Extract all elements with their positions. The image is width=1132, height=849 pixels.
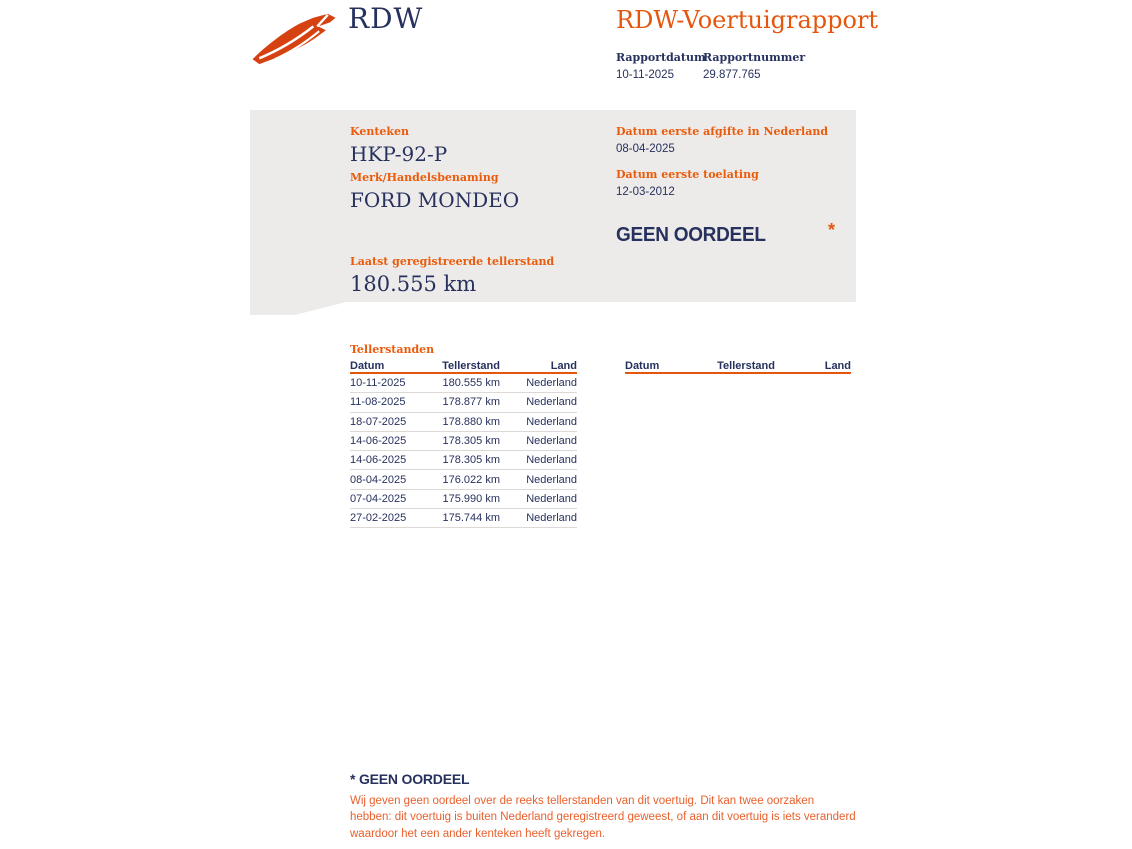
toelating-value: 12-03-2012 (616, 186, 675, 198)
table-cell: 175.744 km (442, 512, 500, 525)
column-header-tellerstand: Tellerstand (717, 360, 775, 372)
column-header-datum: Datum (625, 360, 660, 372)
table-row (350, 490, 577, 509)
report-number-label: Rapportnummer (703, 51, 806, 64)
card-tail (250, 301, 350, 315)
tellerstand-field (350, 255, 554, 296)
table-cell: 14-06-2025 (350, 454, 407, 467)
table-row (350, 432, 577, 451)
tellerstanden-heading: Tellerstanden (350, 343, 435, 356)
footnote-text: Wij geven geen oordeel over de reeks tellerstanden van dit voertuig. Dit kan twee oorzaken hebben: dit voertuig is buiten Nederland geregistreerd geweest, of aan dit voertuig is iets veranderd waardoor het een ander kenteken heeft gekregen. (350, 795, 856, 840)
column-header-land: Land (550, 360, 577, 372)
table-body (350, 374, 577, 528)
report-meta (616, 51, 806, 81)
table-cell: 27-02-2025 (350, 512, 407, 525)
report-date-label: Rapportdatum (616, 51, 706, 64)
column-header-tellerstand: Tellerstand (442, 360, 500, 372)
kenteken-label: Kenteken (350, 125, 410, 138)
kenteken-field (350, 125, 447, 166)
table-cell: Nederland (526, 377, 577, 390)
table-cell: 10-11-2025 (350, 377, 406, 390)
tellerstand-label: Laatst geregistreerde tellerstand (350, 255, 555, 268)
verdict-text: GEEN OORDEEL (616, 224, 766, 246)
table-row (350, 413, 577, 432)
verdict-asterisk: * (828, 220, 836, 240)
table-cell: Nederland (526, 454, 577, 467)
table-cell: 08-04-2025 (350, 473, 407, 486)
footnote-title-row (350, 771, 858, 787)
table-cell: Nederland (526, 492, 577, 505)
afgifte-field (616, 125, 828, 155)
table-header-row (350, 359, 577, 374)
table-cell: 178.305 km (442, 435, 500, 448)
afgifte-value: 08-04-2025 (616, 143, 675, 155)
table-cell: 176.022 km (442, 473, 500, 486)
odometer-table (350, 359, 577, 528)
table-row (350, 374, 577, 393)
merk-field (350, 171, 519, 212)
table-cell: Nederland (526, 512, 577, 525)
table-cell: 178.880 km (442, 415, 500, 428)
report-date (616, 51, 706, 81)
column-header-land: Land (824, 360, 851, 372)
table-row (350, 509, 577, 528)
table-cell: 175.990 km (442, 492, 500, 505)
merk-value: FORD MONDEO (350, 188, 520, 212)
table-cell: Nederland (526, 415, 577, 428)
table-header-row (625, 359, 851, 374)
table-cell: 178.877 km (442, 396, 500, 409)
table-row (350, 393, 577, 412)
table-cell: 14-06-2025 (350, 435, 407, 448)
merk-label: Merk/Handelsbenaming (350, 171, 499, 184)
odometer-table-secondary (625, 359, 851, 374)
vehicle-summary-card (250, 110, 856, 302)
table-row (350, 470, 577, 489)
table-cell: Nederland (526, 396, 577, 409)
footnote-title: GEEN OORDEEL (358, 771, 470, 787)
footnote-asterisk: * (350, 771, 356, 787)
table-cell: 180.555 km (442, 377, 500, 390)
column-header-datum: Datum (350, 360, 385, 372)
kenteken-value: HKP-92-P (350, 142, 448, 166)
table-cell: 18-07-2025 (350, 415, 407, 428)
report-number (703, 51, 806, 81)
table-cell: 11-08-2025 (350, 396, 406, 409)
afgifte-label: Datum eerste afgifte in Nederland (616, 125, 829, 138)
report-number-value: 29.877.765 (703, 69, 761, 81)
table-cell: 07-04-2025 (350, 492, 407, 505)
table-cell: Nederland (526, 473, 577, 486)
toelating-label: Datum eerste toelating (616, 168, 759, 181)
rdw-wordmark: RDW (348, 2, 424, 35)
page-title: RDW-Voertuigrapport (616, 6, 879, 34)
rdw-logo-icon (251, 10, 339, 66)
footnote (350, 771, 858, 842)
table-row (350, 451, 577, 470)
report-date-value: 10-11-2025 (616, 69, 674, 81)
table-cell: 178.305 km (442, 454, 500, 467)
toelating-field (616, 168, 759, 198)
table-cell: Nederland (526, 435, 577, 448)
tellerstand-value: 180.555 km (350, 272, 477, 296)
